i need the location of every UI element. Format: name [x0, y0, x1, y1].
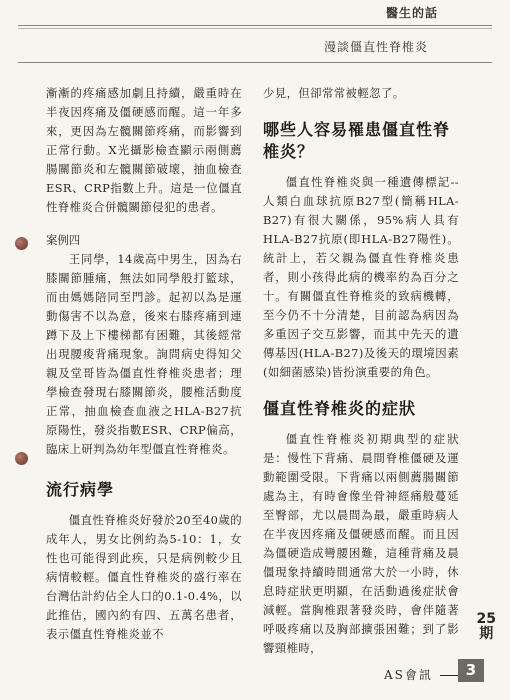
page-number: 3: [458, 659, 484, 682]
symptoms-heading: 僵直性脊椎炎的症狀: [263, 399, 417, 418]
magazine-name: AS會訊: [384, 668, 433, 682]
right-column: [263, 84, 459, 658]
left-column: [46, 84, 242, 644]
symptoms-paragraph: 僵直性脊椎炎初期典型的症狀是：慢性下背痛、晨間脊椎僵硬及運動範圍受限。下背痛以兩側薦腸關節處為主，有時會像坐骨神經痛般蔓延至臀部，尤以晨間為最，嚴重時病人在半夜因疼痛及僵硬感而醒。而且因為僵硬造成彎腰困難，這種背痛及晨僵現象持續時間通常大於一小時，休息時症狀更明顯，在活動過後症狀會減輕。當胸椎跟著發炎時，會伴隨著呼吸疼痛以及胸部擴張困難；到了影響頸椎時，: [263, 432, 459, 655]
risk-paragraph: 僵直性脊椎炎與一種遺傳標記--人類白血球抗原B27型(簡稱HLA-B27)有很大關係，95%病人具有HLA-B27抗原(即HLA-B27陽性)。統計上，若父親為僵直性脊椎炎患者，則小孩得此病的機率約為百分之十。有關僵直性脊椎炎的致病機轉，至今仍不十分清楚，目前認為病因為多重因子交互影響，而其中先天的遺傳基因(HLA-B27)及後天的環境因素(如細菌感染)皆扮演重要的角色。: [263, 175, 459, 379]
header-rule-double: [18, 28, 492, 29]
intro-paragraph: 漸漸的疼痛感加劇且持續，嚴重時在半夜因疼痛及僵硬感而醒。這一年多來，更因為左髖關節疼痛，而影響到正常行動。X光攝影檢查顯示兩側薦腸關節炎和左髖關節破壞，抽血檢查ESR、CRP指數上升。這是一位僵直性脊椎炎合併髖關節侵犯的患者。: [46, 86, 242, 214]
epidemiology-paragraph: 僵直性脊椎炎好發於20至40歲的成年人，男女比例約為5-10：1，女性也可能得到此疾，只是病例較少且病情較輕。僵直性脊椎炎的盛行率在台灣估計約佔全人口的0.1-0.4%，以此推估，國內約有四、五萬名患者，表示僵直性脊椎炎並不: [46, 513, 242, 641]
epidemiology-heading: 流行病學: [46, 480, 115, 499]
section-label: 醫生的話: [385, 6, 438, 20]
bullet-dot-icon: [15, 237, 28, 250]
issue-number-value: 25: [476, 611, 496, 627]
case-title: 案例四: [46, 233, 81, 247]
issue-number: [477, 612, 496, 642]
header-rule-bottom: [18, 62, 492, 63]
footer-rule: [440, 675, 458, 676]
issue-number-unit: 期: [479, 626, 494, 642]
risk-heading: 哪些人容易罹患僵直性脊椎炎？: [263, 120, 451, 161]
article-title: 漫談僵直性脊椎炎: [323, 40, 428, 54]
header-rule-top: [18, 25, 492, 26]
bullet-dot-icon: [15, 452, 28, 465]
continued-text: 少見，但卻常常被輕忽了。: [263, 86, 405, 100]
case-paragraph: 王同學，14歲高中男生，因為右膝關節腫痛，無法如同學般打籃球，而由媽媽陪同至門診。起初以為是運動傷害不以為意，後來右膝疼痛到連蹲下及上下樓梯都有困難，其後經常出現腰痠背痛現象。詢問病史得知父親及堂哥皆為僵直性脊椎炎患者；理學檢查發現右膝關節炎，腰椎活動度正常，抽血檢查血液之HLA-B27抗原陽性，發炎指數ESR、CRP偏高，臨床上研判為幼年型僵直性脊椎炎。: [46, 252, 242, 456]
